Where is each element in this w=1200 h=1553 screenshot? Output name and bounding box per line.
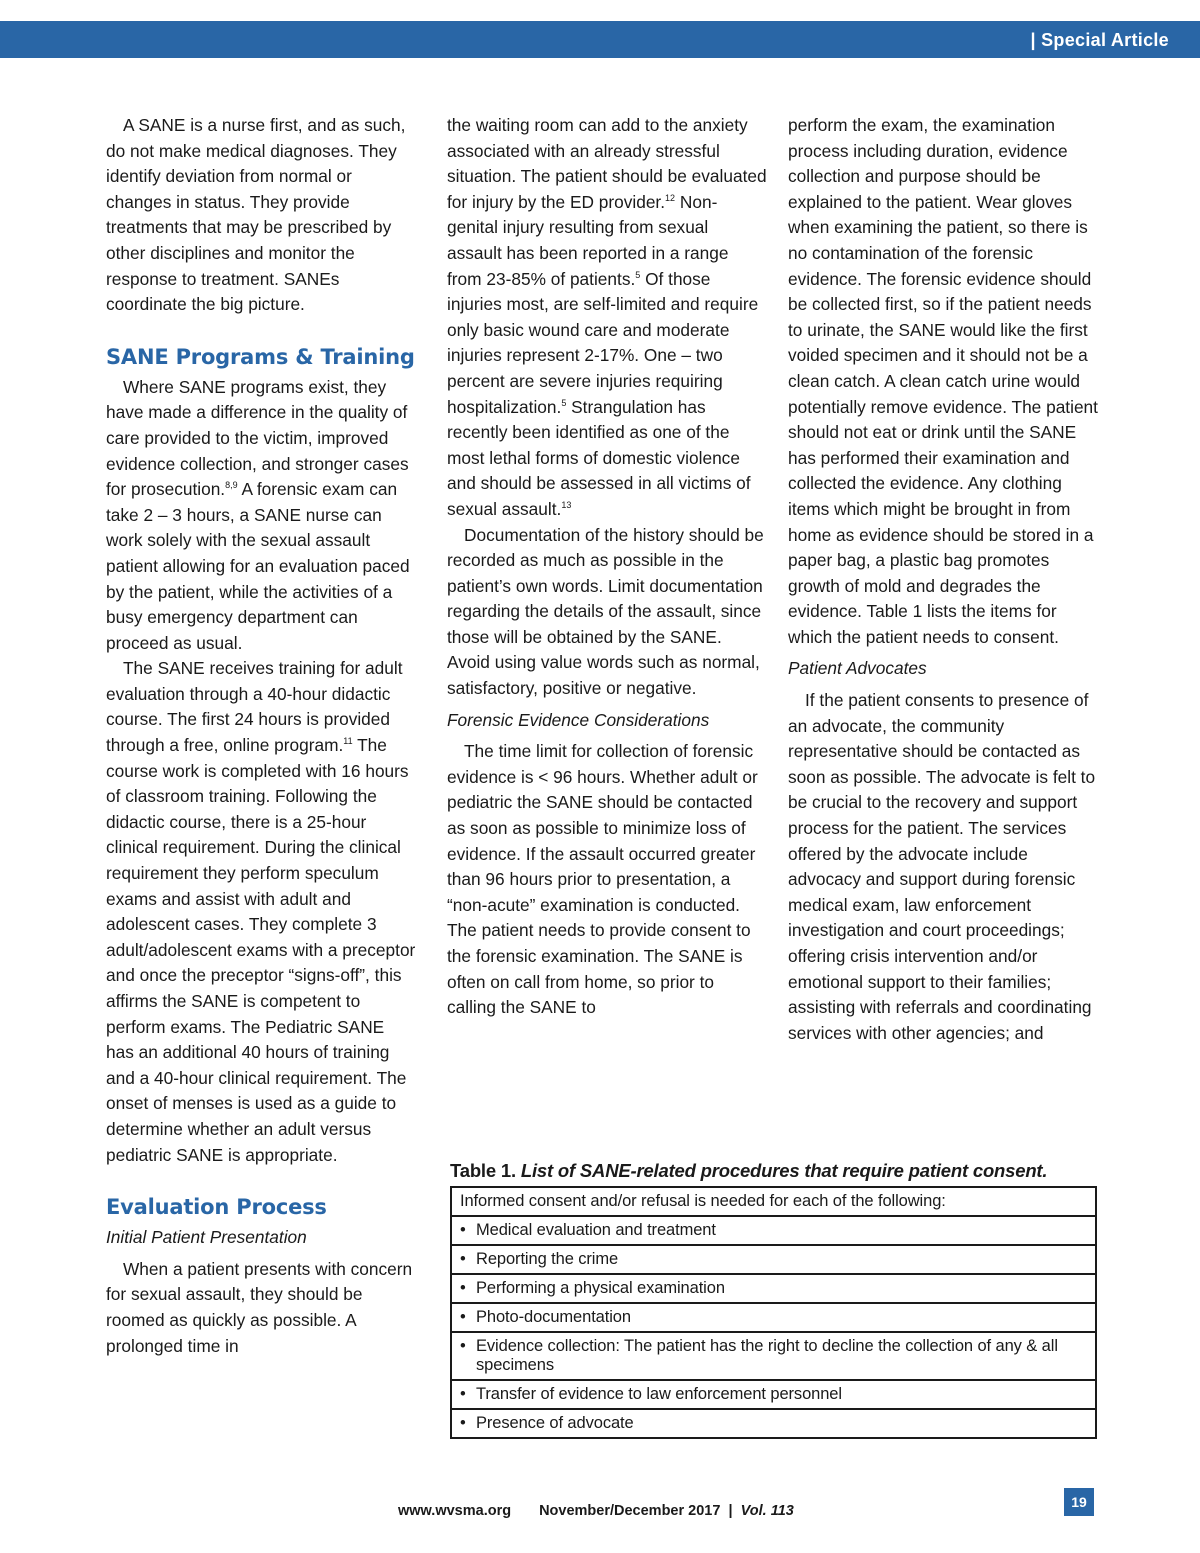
citation-ref: 5 bbox=[561, 397, 567, 408]
heading-sane-programs: SANE Programs & Training bbox=[106, 344, 415, 369]
table-caption bbox=[450, 1160, 1098, 1182]
initial-paragraph: When a patient presents with concern for sexual assault, they should be roomed as quickly as possible. A prolonged time in bbox=[106, 1258, 413, 1356]
intro-paragraph: A SANE is a nurse first, and as such, do not make medical diagnoses. They identify deviation from normal or changes in status. They provide treatments that may be prescribed by other disciplines and monitor the response to treatment. SANEs coordinate the big picture. bbox=[106, 115, 406, 315]
table-row bbox=[451, 1245, 1096, 1274]
text-run: Strangulation has recently been identified as one of the most lethal forms of domestic violence and should be assessed in all victims of sexual assault. bbox=[447, 396, 751, 519]
bullet-icon: • bbox=[460, 1337, 466, 1355]
page-footer bbox=[398, 1503, 794, 1519]
row-text: Medical evaluation and treatment bbox=[476, 1221, 716, 1239]
table-cell bbox=[451, 1245, 1096, 1274]
subheading-forensic-evidence: Forensic Evidence Considerations bbox=[447, 709, 710, 730]
citation-ref: 11 bbox=[343, 736, 353, 747]
citation-ref: 5 bbox=[635, 269, 641, 280]
column-2 bbox=[447, 113, 767, 1021]
bullet-icon: • bbox=[460, 1250, 466, 1268]
table-header-row bbox=[451, 1187, 1096, 1216]
section-label: | Special Article bbox=[1030, 30, 1169, 50]
column-1 bbox=[106, 113, 416, 1359]
bullet-icon: • bbox=[460, 1279, 466, 1297]
text-run: the waiting room can add to the anxiety associated with an already stressful situation. The patient should be evaluated for injury by the ED provider. bbox=[447, 115, 767, 212]
forensic-paragraph: The time limit for collection of forensic evidence is < 96 hours. Whether adult or pediatric the SANE should be contacted as soon as possible to minimize loss of evidence. If the assault occurred greater than 96 hours prior to presentation, a “non-acute” examination is conducted. The patient needs to provide consent to the forensic examination. The SANE is often on call from home, so prior to calling the SANE to bbox=[447, 741, 758, 1018]
text-run: Of those injuries most, are self-limited and require only basic wound care and moderate injuries represent 2-17%. One – two percent are severe injuries requiring hospitalization. bbox=[447, 268, 759, 417]
text-run: The course work is completed with 16 hours of classroom training. Following the didactic course, there is a 25-hour clinical requirement. During the clinical requirement they perform speculum exams and assist with adult and adolescent cases. They complete 3 adult/adolescent exams with a preceptor and once the preceptor “signs-off”, this affirms the SANE is competent to perform exams. The Pediatric SANE has an additional 40 hours of training and a 40-hour clinical requirement. The onset of menses is used as a guide to determine whether an adult versus pediatric SANE is appropriate. bbox=[106, 735, 416, 1165]
column-3 bbox=[788, 113, 1100, 1046]
section-banner bbox=[0, 21, 1200, 58]
text-run: Non-genital injury resulting from sexual assault has been reported in a range from 23-85% of patients. bbox=[447, 191, 729, 289]
injury-paragraph bbox=[447, 113, 767, 523]
table-cell bbox=[451, 1303, 1096, 1332]
bullet-icon: • bbox=[460, 1414, 466, 1432]
subheading-initial-presentation: Initial Patient Presentation bbox=[106, 1227, 307, 1248]
row-text: Presence of advocate bbox=[476, 1414, 634, 1432]
row-text: Reporting the crime bbox=[476, 1250, 619, 1268]
table-row bbox=[451, 1216, 1096, 1245]
footer-separator: | bbox=[728, 1503, 733, 1519]
exam-process-paragraph: perform the exam, the examination process including duration, evidence collection and purpose should be explained to the patient. Wear gloves when examining the patient, so there is no contamination of the forensic evidence. The forensic evidence should be collected first, so if the patient needs to urinate, the SANE would like the first voided specimen and it should not be a clean catch. A clean catch urine would potentially remove evidence. The patient should not eat or drink until the SANE has performed their examination and collected the evidence. Any clothing items which might be brought in from home as evidence should be stored in a paper bag, a plastic bag promotes growth of mold and degrades the evidence. Table 1 lists the items for which the patient needs to consent. bbox=[788, 115, 1098, 647]
table-row bbox=[451, 1332, 1096, 1380]
issue-date: November/December 2017 bbox=[539, 1503, 721, 1519]
consent-table bbox=[450, 1186, 1097, 1439]
table-1 bbox=[450, 1160, 1098, 1439]
row-text: Photo-documentation bbox=[476, 1308, 631, 1326]
text-run: A forensic exam can take 2 – 3 hours, a SANE nurse can work solely with the sexual assault patient allowing for an evaluation paced by the patient, while the activities of a busy emergency department can proceed as usual. bbox=[106, 479, 410, 653]
table-row bbox=[451, 1303, 1096, 1332]
citation-ref: 12 bbox=[665, 192, 676, 203]
bullet-icon: • bbox=[460, 1221, 466, 1239]
table-cell bbox=[451, 1380, 1096, 1409]
text-run: The SANE receives training for adult evaluation through a 40-hour didactic course. The first 24 hours is provided through a free, online program. bbox=[106, 658, 403, 756]
citation-ref: 8,9 bbox=[225, 480, 238, 491]
bullet-icon: • bbox=[460, 1308, 466, 1326]
table-cell bbox=[451, 1216, 1096, 1245]
table-caption-text: List of SANE-related procedures that require patient consent. bbox=[520, 1160, 1048, 1181]
programs-paragraph-1 bbox=[106, 375, 416, 657]
table-cell bbox=[451, 1409, 1096, 1438]
table-row bbox=[451, 1274, 1096, 1303]
subheading-patient-advocates: Patient Advocates bbox=[788, 658, 927, 679]
table-row bbox=[451, 1409, 1096, 1438]
citation-ref: 13 bbox=[561, 499, 572, 510]
heading-evaluation-process: Evaluation Process bbox=[106, 1195, 327, 1220]
programs-paragraph-2 bbox=[106, 656, 416, 1168]
table-cell bbox=[451, 1274, 1096, 1303]
page-number-badge: 19 bbox=[1064, 1488, 1094, 1516]
row-text: Performing a physical examination bbox=[476, 1279, 725, 1297]
text-run: Where SANE programs exist, they have made a difference in the quality of care provided to the victim, improved evidence collection, and stronger cases for prosecution. bbox=[106, 376, 409, 500]
documentation-paragraph: Documentation of the history should be recorded as much as possible in the patient’s own words. Limit documentation regarding the details of the assault, since those will be obtained by the SANE. Avoid using value words such as normal, satisfactory, positive or negative. bbox=[447, 524, 764, 699]
table-cell: Informed consent and/or refusal is needed for each of the following: bbox=[451, 1187, 1096, 1216]
table-row bbox=[451, 1380, 1096, 1409]
advocates-paragraph: If the patient consents to presence of an advocate, the community representative should be contacted as soon as possible. The advocate is felt to be crucial to the recovery and support process for the patient. The services offered by the advocate include advocacy and support during forensic medical exam, law enforcement investigation and court proceedings; offering crisis intervention and/or emotional support to their families; assisting with referrals and coordinating services with other agencies; and bbox=[788, 690, 1096, 1043]
volume-number: Vol. 113 bbox=[740, 1503, 794, 1519]
row-text: Transfer of evidence to law enforcement personnel bbox=[476, 1385, 842, 1403]
table-cell bbox=[451, 1332, 1096, 1380]
website-link[interactable]: www.wvsma.org bbox=[398, 1503, 512, 1519]
table-label: Table 1. bbox=[450, 1160, 516, 1181]
row-text: Evidence collection: The patient has the right to decline the collection of any & all specimens bbox=[476, 1337, 1058, 1374]
bullet-icon: • bbox=[460, 1385, 466, 1403]
